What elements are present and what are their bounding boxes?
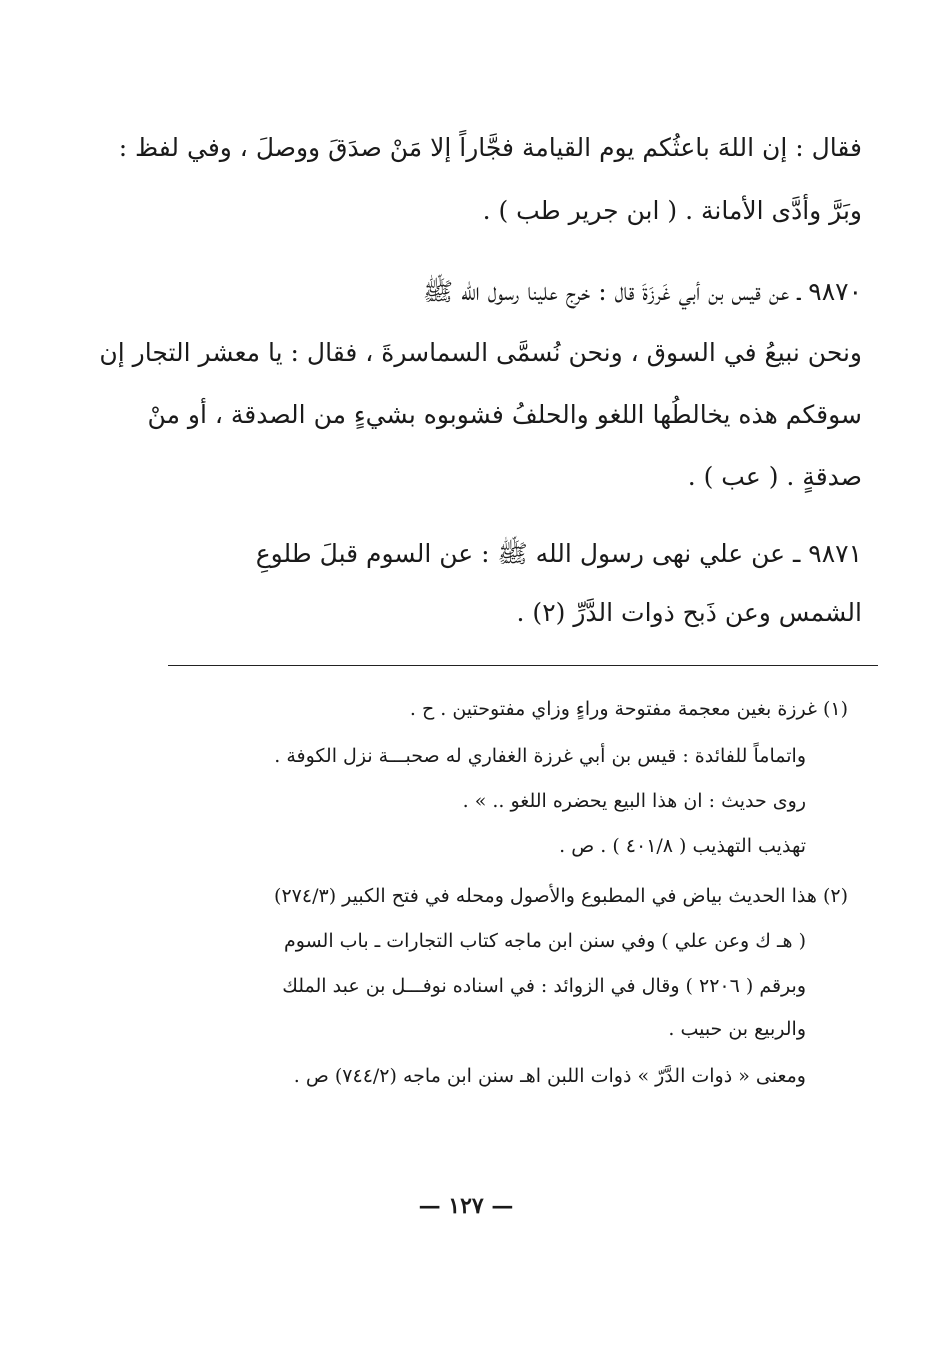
footnote-1-line: واتماماً للفائدة : قيس بن أبي غرزة الغفاري له صحبـــة نزل الكوفة . <box>274 745 806 767</box>
hadith-9870-line: سوقكم هذه يخالطُها اللغو والحلفُ فشوبوه بشيءٍ من الصدقة ، أو منْ <box>147 400 862 429</box>
text-line: وبَرَّ وأدَّى الأمانة . ( ابن جرير طب ) . <box>482 196 862 225</box>
hadith-9871-line: الشمس وعن ذَبح ذوات الدَّرِّ (٢) . <box>516 598 862 627</box>
hadith-9870-line: ونحن نبيعُ في السوق ، ونحن نُسمَّى السماسرةَ ، فقال : يا معشر التجار إن <box>99 338 862 367</box>
footnote-1-line: روى حديث : ان هذا البيع يحضره اللغو .. » . <box>462 790 806 812</box>
text-line: فقال : إن اللهَ باعثُكم يوم القيامة فجَّاراً إلا مَنْ صدَقَ ووصلَ ، وفي لفظ : <box>118 133 862 162</box>
footnote-divider <box>168 665 878 666</box>
hadith-9871-line: ٩٨٧١ ـ عن علي نهى رسول الله ﷺ : عن السوم قبلَ طلوعِ <box>255 539 862 568</box>
hadith-9870-line: ٩٨٧٠ ـ عن قيس بن أبي غَرزَةَ قال : خرج علينا رسول الله ﷺ <box>422 277 862 306</box>
footnote-1-line: تهذيب التهذيب ( ٤٠١/٨ ) . ص . <box>559 835 806 857</box>
footnote-2-line: (٢) هذا الحديث بياض في المطبوع والأصول ومحله في فتح الكبير (٢٧٤/٣) <box>274 885 848 907</box>
page-number: — ١٢٧ — <box>418 1193 514 1219</box>
footnote-2-line: والربيع بن حبيب . <box>668 1018 806 1040</box>
hadith-9870-line: صدقةٍ . ( عب ) . <box>687 462 862 491</box>
footnote-2-line: وبرقم ( ٢٢٠٦ ) وقال في الزوائد : في اسناده نوفـــل بن عبد الملك <box>282 975 806 997</box>
footnote-2-line: ومعنى « ذوات الدَّرّ » ذوات اللبن اهـ سنن ابن ماجه (٧٤٤/٢) ص . <box>293 1065 806 1087</box>
footnote-1-line: (١) غرزة بغين معجمة مفتوحة وراءٍ وزاي مفتوحتين . ح . <box>409 698 848 720</box>
footnote-2-line: ( هـ ك وعن علي ) وفي سنن ابن ماجه كتاب التجارات ـ باب السوم <box>284 930 806 952</box>
